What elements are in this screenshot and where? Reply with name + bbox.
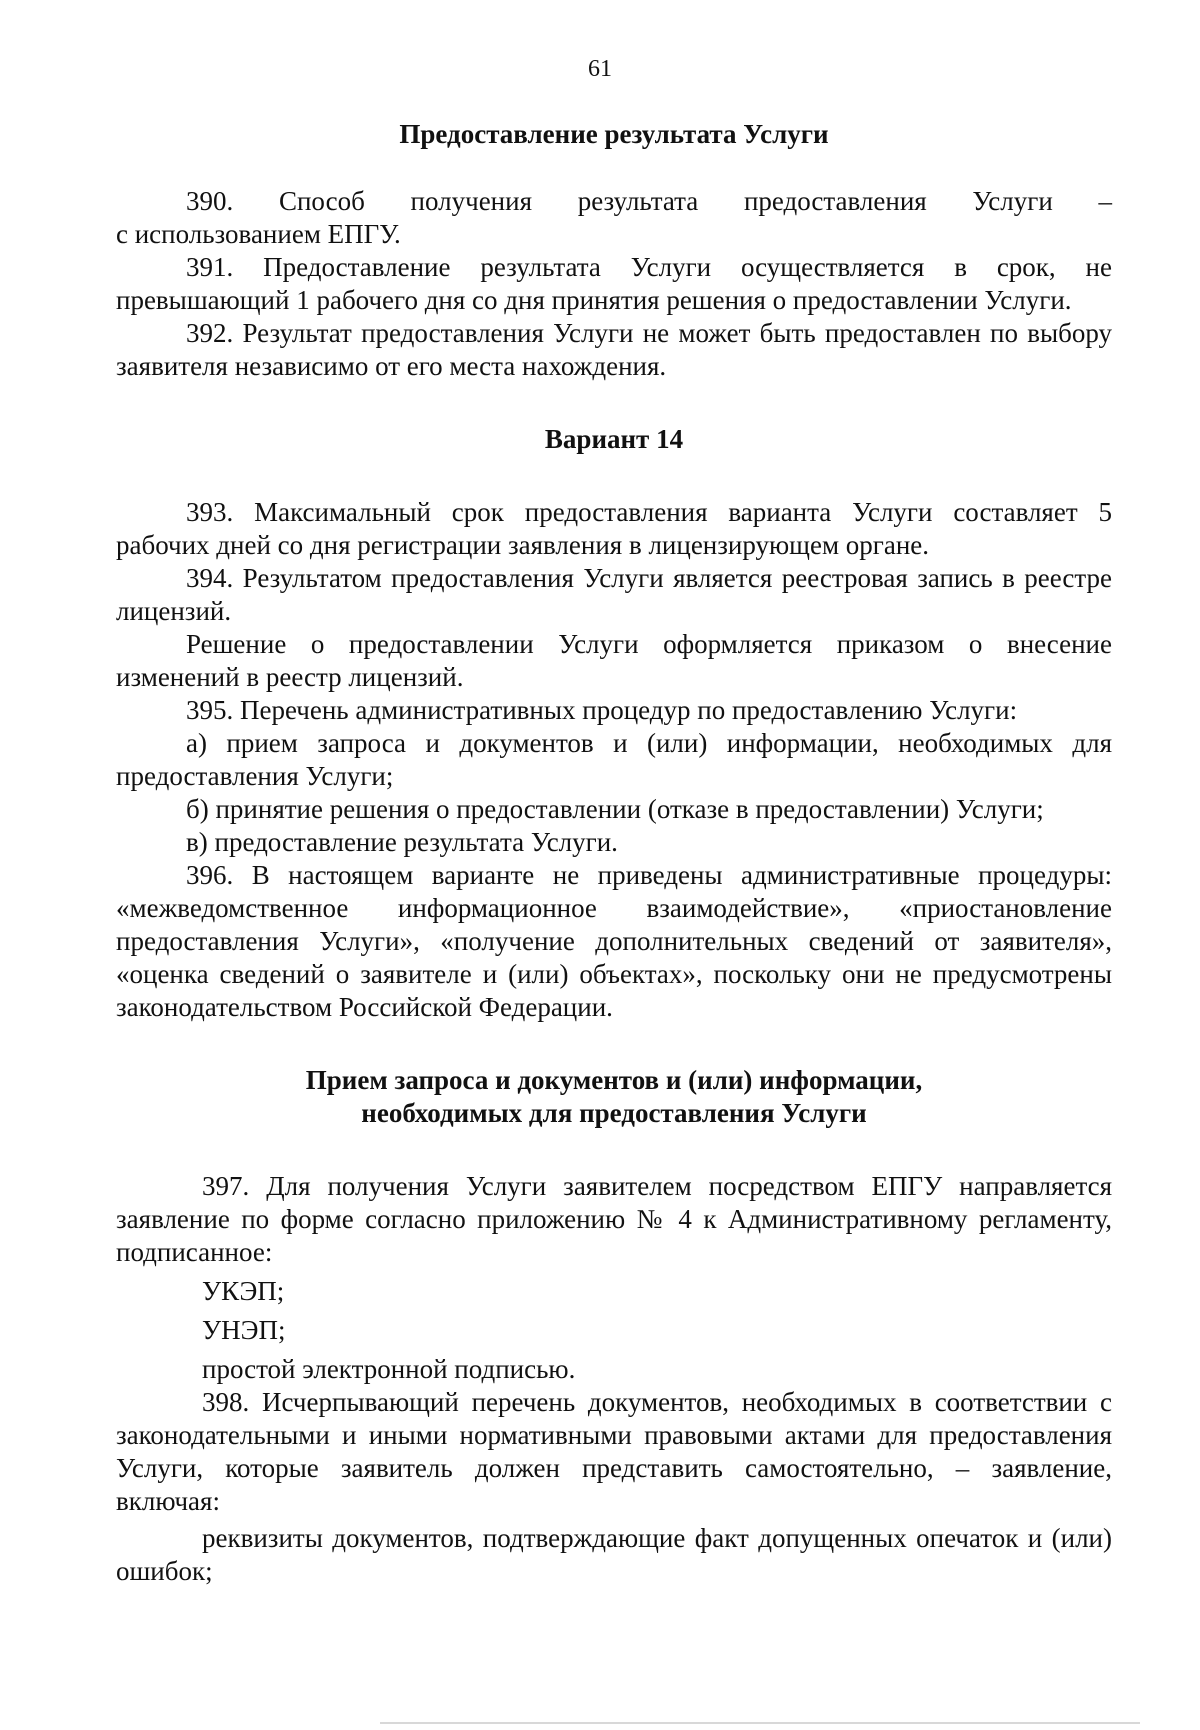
paragraph-394-decision: Решение о предоставлении Услуги оформляется приказом о внесение изменений в реестр лицензий. [116,629,1112,692]
signature-type-ukep: УКЭП; [202,1276,285,1306]
paragraph-391: 391. Предоставление результата Услуги осуществляется в срок, не превышающий 1 рабочего дня со дня принятия решения о предоставлении Услуги. [116,252,1112,315]
page-number: 61 [588,56,612,82]
document-body [116,118,1112,1588]
paragraph-395: 395. Перечень административных процедур по предоставлению Услуги: [186,695,1018,725]
paragraph-390-line2: с использованием ЕПГУ. [116,219,401,249]
section-heading-request-line1: Прием запроса и документов и (или) информации, [305,1065,923,1095]
list-item-395b: б) принятие решения о предоставлении (отказе в предоставлении) Услуги; [186,794,1044,824]
paragraph-396: 396. В настоящем варианте не приведены административные процедуры: «межведомственное информационное взаимодействие», «приостановление предоставления Услуги», «получение дополнительных сведений от заявителя», «оценка сведений о заявителе и (или) объектах», поскольку они не предусмотрены законодательством Российской Федерации. [116,860,1112,1022]
section-heading-request-line2: необходимых для предоставления Услуги [361,1098,867,1128]
paragraph-393: 393. Максимальный срок предоставления варианта Услуги составляет 5 рабочих дней со дня регистрации заявления в лицензирующем органе. [116,497,1112,560]
paragraph-398-details: реквизиты документов, подтверждающие факт допущенных опечаток и (или) ошибок; [116,1523,1112,1586]
paragraph-398: 398. Исчерпывающий перечень документов, необходимых в соответствии с законодательными и иными нормативными правовыми актами для предоставления Услуги, которые заявитель должен представить самостоятельно, – заявление, включая: [116,1387,1112,1516]
scan-edge-line [380,1722,1140,1724]
paragraph-397: 397. Для получения Услуги заявителем посредством ЕПГУ направляется заявление по форме согласно приложению № 4 к Административному регламенту, подписанное: [116,1171,1112,1267]
signature-type-simple: простой электронной подписью. [202,1354,576,1384]
list-item-395c: в) предоставление результата Услуги. [186,827,618,857]
list-item-395a: а) прием запроса и документов и (или) информации, необходимых для предоставления Услуги; [116,728,1112,791]
section-heading-result: Предоставление результата Услуги [399,119,829,149]
paragraph-390-line1: 390. Способ получения результата предоставления Услуги – [186,186,1112,216]
paragraph-394: 394. Результатом предоставления Услуги является реестровая запись в реестре лицензий. [116,563,1112,626]
section-heading-variant: Вариант 14 [544,424,684,454]
signature-type-unep: УНЭП; [202,1315,286,1345]
paragraph-392: 392. Результат предоставления Услуги не может быть предоставлен по выбору заявителя независимо от его места нахождения. [116,318,1112,381]
